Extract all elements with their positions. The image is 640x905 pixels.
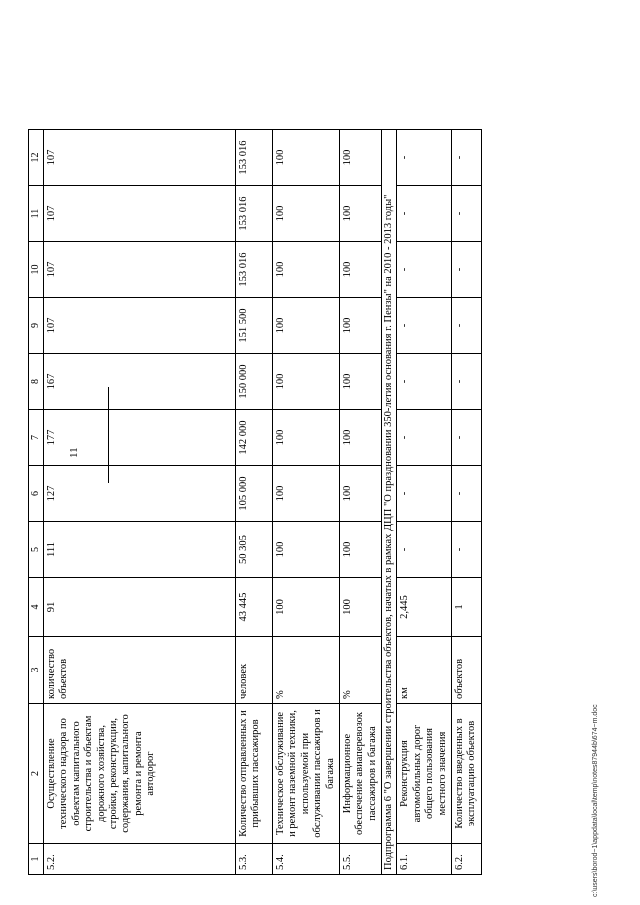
value-cell: 1 xyxy=(451,578,481,637)
table-row xyxy=(339,130,381,875)
value-cell: 107 xyxy=(44,298,236,354)
header-cell: 1 xyxy=(29,844,44,875)
header-cell: 7 xyxy=(29,410,44,466)
value-cell: - xyxy=(451,466,481,522)
value-cell: 2,445 xyxy=(397,578,452,637)
value-cell: 100 xyxy=(273,410,340,466)
value-cell: 100 xyxy=(339,186,381,242)
value-cell: - xyxy=(451,242,481,298)
separator-line xyxy=(108,387,109,483)
value-cell: 167 xyxy=(44,354,236,410)
value-cell: - xyxy=(397,186,452,242)
header-cell: 9 xyxy=(29,298,44,354)
header-cell: 6 xyxy=(29,466,44,522)
value-cell: 100 xyxy=(339,298,381,354)
unit-cell: человек xyxy=(236,637,273,704)
value-cell: 151 500 xyxy=(236,298,273,354)
value-cell: - xyxy=(451,186,481,242)
header-cell: 3 xyxy=(29,637,44,704)
value-cell: 100 xyxy=(339,466,381,522)
value-cell: 153 016 xyxy=(236,242,273,298)
indicator-name: Информационное обеспечение авиаперевозок пассажиров и багажа xyxy=(339,704,381,844)
indicator-name: Техническое обслуживание и ремонт наземной техники, используемой при обслуживании пассажиров и багажа xyxy=(273,704,340,844)
value-cell: 100 xyxy=(273,578,340,637)
value-cell: - xyxy=(397,466,452,522)
unit-cell: % xyxy=(273,637,340,704)
value-cell: 100 xyxy=(339,242,381,298)
indicator-name: Количество отправленных и прибывших пассажиров xyxy=(236,704,273,844)
value-cell: - xyxy=(397,354,452,410)
table-row xyxy=(44,130,236,875)
value-cell: 50 305 xyxy=(236,522,273,578)
value-cell: 100 xyxy=(273,298,340,354)
value-cell: 100 xyxy=(339,578,381,637)
value-cell: 153 016 xyxy=(236,130,273,186)
value-cell: 100 xyxy=(273,242,340,298)
indicator-name: Количество введенных в эксплуатацию объектов xyxy=(451,704,481,844)
value-cell: 177 xyxy=(44,410,236,466)
table-row xyxy=(236,130,273,875)
subprogram-row xyxy=(382,130,397,875)
value-cell: 111 xyxy=(44,522,236,578)
value-cell: 100 xyxy=(273,466,340,522)
row-number: 5.3. xyxy=(236,844,273,875)
value-cell: 107 xyxy=(44,186,236,242)
value-cell: - xyxy=(397,522,452,578)
subprogram-title: Подпрограмма 6 "О завершении строительства объектов, начатых в рамках ДЦП "О праздновании 350-летия основания г. Пензы" на 2010 - 2013 годы" xyxy=(382,130,397,875)
value-cell: 100 xyxy=(273,522,340,578)
value-cell: 150 000 xyxy=(236,354,273,410)
unit-cell: объектов xyxy=(451,637,481,704)
header-cell: 12 xyxy=(29,130,44,186)
value-cell: 100 xyxy=(339,130,381,186)
value-cell: - xyxy=(451,522,481,578)
unit-cell: количество объектов xyxy=(44,637,236,704)
value-cell: - xyxy=(397,130,452,186)
table-row xyxy=(451,130,481,875)
header-cell: 11 xyxy=(29,186,44,242)
unit-cell: км xyxy=(397,637,452,704)
header-row xyxy=(29,130,44,875)
value-cell: 43 445 xyxy=(236,578,273,637)
value-cell: 91 xyxy=(44,578,236,637)
table-row xyxy=(397,130,452,875)
header-cell: 4 xyxy=(29,578,44,637)
indicator-name: Осуществление технического надзора по объектам капитального строительства и объектам дорожного хозяйства, стройки, реконструкции, содержания, капитального ремонта и ремонта автодорог xyxy=(44,704,236,844)
value-cell: 100 xyxy=(273,354,340,410)
value-cell: 100 xyxy=(339,522,381,578)
row-number: 5.5. xyxy=(339,844,381,875)
value-cell: - xyxy=(397,298,452,354)
table-row xyxy=(273,130,340,875)
value-cell: - xyxy=(397,410,452,466)
value-cell: 100 xyxy=(273,186,340,242)
indicators-table xyxy=(28,129,482,875)
value-cell: 100 xyxy=(339,354,381,410)
value-cell: 127 xyxy=(44,466,236,522)
value-cell: - xyxy=(451,130,481,186)
indicator-name: Реконструкция автомобильных дорог общего пользования местного значения xyxy=(397,704,452,844)
file-path: c:\users\borod~1\appdata\local\temp\notes87944b\674~m.doc xyxy=(592,704,599,897)
value-cell: 100 xyxy=(273,130,340,186)
value-cell: 107 xyxy=(44,130,236,186)
value-cell: 142 000 xyxy=(236,410,273,466)
header-cell: 8 xyxy=(29,354,44,410)
header-cell: 2 xyxy=(29,704,44,844)
value-cell: 107 xyxy=(44,242,236,298)
row-number: 6.1. xyxy=(397,844,452,875)
value-cell: - xyxy=(451,298,481,354)
row-number: 5.2. xyxy=(44,844,236,875)
page-number: 11 xyxy=(68,447,80,458)
value-cell: 153 016 xyxy=(236,186,273,242)
value-cell: - xyxy=(451,354,481,410)
value-cell: 105 000 xyxy=(236,466,273,522)
value-cell: 100 xyxy=(339,410,381,466)
unit-cell: % xyxy=(339,637,381,704)
row-number: 5.4. xyxy=(273,844,340,875)
value-cell: - xyxy=(451,410,481,466)
header-cell: 5 xyxy=(29,522,44,578)
value-cell: - xyxy=(397,242,452,298)
header-cell: 10 xyxy=(29,242,44,298)
row-number: 6.2. xyxy=(451,844,481,875)
